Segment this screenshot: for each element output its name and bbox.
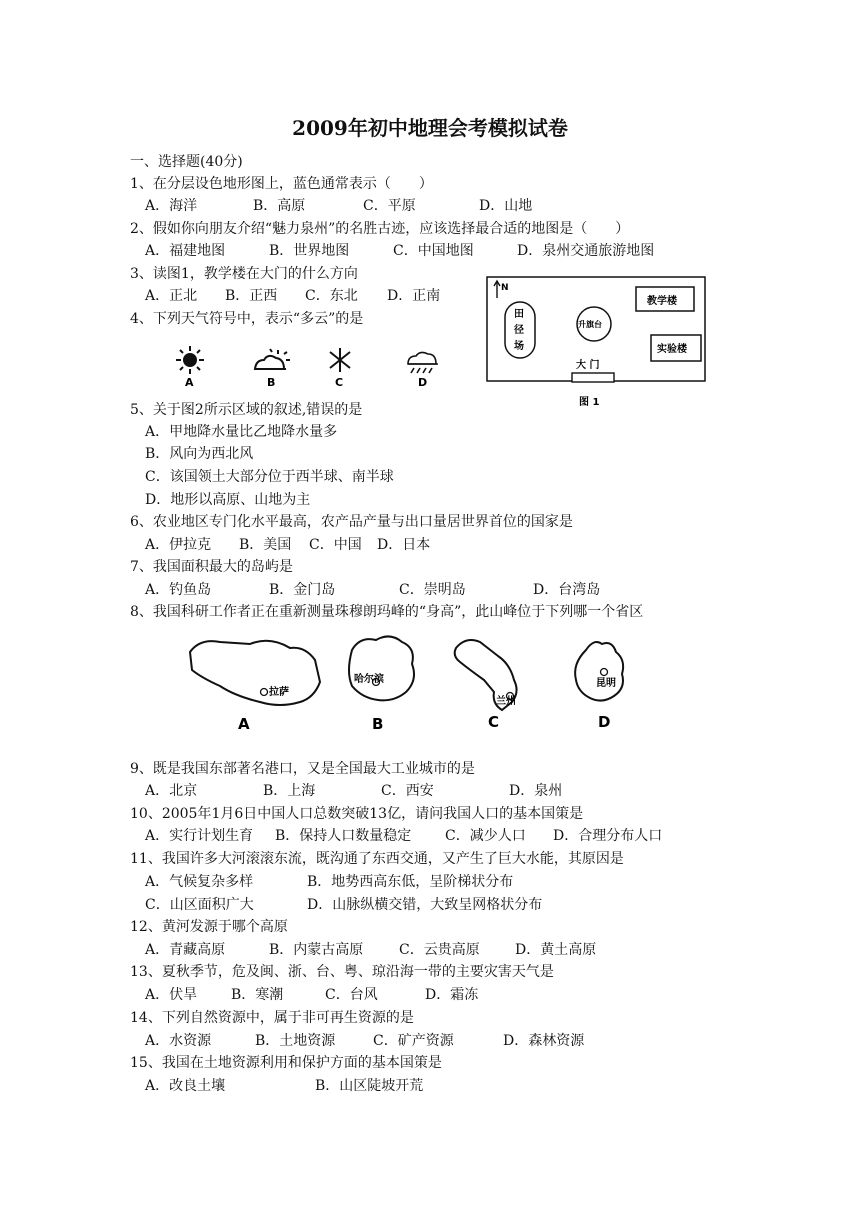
question-14-options — [145, 1031, 665, 1051]
question-2-options — [145, 241, 745, 261]
question-1-options — [145, 196, 745, 216]
partly-cloudy-icon — [255, 349, 290, 369]
question-7-options — [145, 580, 665, 600]
symbol-label: A — [185, 376, 194, 389]
option: D．霜冻 — [425, 987, 479, 1003]
question-11-option-d: D．山脉纵横交错，大致呈网格状分布 — [307, 897, 543, 913]
option: B．美国 — [239, 537, 292, 553]
map-label: C — [488, 713, 500, 731]
map-label: D — [598, 713, 611, 731]
option: A．伊拉克 — [145, 537, 212, 553]
symbol-label: B — [267, 376, 276, 389]
gate — [572, 373, 614, 382]
question-13-stem: 13、夏秋季节，危及闽、浙、台、粤、琼沿海一带的主要灾害天气是 — [130, 964, 554, 980]
page-title: 2009年初中地理会考模拟试卷 — [292, 116, 568, 140]
weather-symbols-figure — [160, 342, 460, 392]
sun-icon — [176, 346, 204, 374]
question-11-stem: 11、我国许多大河滚滚东流，既沟通了东西交通，又产生了巨大水能，其原因是 — [130, 851, 624, 867]
option: C．云贵高原 — [399, 942, 480, 958]
question-1-stem: 1、在分层设色地形图上，蓝色通常表示（ ） — [130, 176, 433, 192]
option: B．上海 — [263, 783, 316, 799]
question-8-stem: 8、我国科研工作者正在重新测量珠穆朗玛峰的“身高”，此山峰位于下列哪一个省区 — [130, 604, 644, 620]
tibet-map — [190, 641, 320, 705]
question-12-stem: 12、黄河发源于哪个高原 — [130, 919, 288, 935]
option: C．中国地图 — [393, 243, 474, 259]
option: C．减少人口 — [445, 828, 526, 844]
question-10-options — [145, 826, 705, 846]
option: A．改良土壤 — [145, 1078, 226, 1094]
question-9-stem: 9、既是我国东部著名港口，又是全国最大工业城市的是 — [130, 761, 475, 777]
snowflake-icon — [330, 348, 350, 372]
question-11-option-a: A．气候复杂多样 — [145, 874, 254, 890]
option: A．海洋 — [145, 198, 198, 214]
question-3-options — [145, 286, 465, 306]
option: A．伏旱 — [145, 987, 198, 1003]
question-5-option-a: A．甲地降水量比乙地降水量多 — [145, 424, 338, 440]
option: A．水资源 — [145, 1033, 212, 1049]
rain-cloud-icon — [408, 352, 438, 373]
option: B．正西 — [225, 288, 278, 304]
question-6-options — [145, 535, 465, 555]
option: A．正北 — [145, 288, 198, 304]
question-15-options — [145, 1076, 545, 1096]
heilongjiang-map — [349, 636, 414, 700]
option: A．福建地图 — [145, 243, 226, 259]
option: B．山区陡坡开荒 — [315, 1078, 424, 1094]
question-10-stem: 10、2005年1月6日中国人口总数突破13亿，请问我国人口的基本国策是 — [130, 806, 584, 822]
track-label: 场 — [514, 341, 524, 352]
option: D．台湾岛 — [533, 582, 601, 598]
option: C．中国 — [309, 537, 362, 553]
question-7-stem: 7、我国面积最大的岛屿是 — [130, 559, 293, 575]
question-11-option-b: B．地势西高东低，呈阶梯状分布 — [307, 874, 514, 890]
option: A．钓鱼岛 — [145, 582, 212, 598]
question-4-stem: 4、下列天气符号中，表示“多云”的是 — [130, 311, 364, 327]
section-heading: 一、选择题(40分) — [130, 154, 243, 170]
figure-caption: 图 1 — [579, 397, 600, 408]
option: D．黄土高原 — [515, 942, 597, 958]
question-5-option-b: B．风向为西北风 — [145, 446, 254, 462]
question-12-options — [145, 940, 665, 960]
option: C．崇明岛 — [399, 582, 466, 598]
option: C．矿产资源 — [373, 1033, 454, 1049]
option: D．正南 — [387, 288, 441, 304]
option: C．台风 — [325, 987, 378, 1003]
question-11-option-c: C．山区面积广大 — [145, 897, 254, 913]
option: C．西安 — [381, 783, 434, 799]
symbol-label: C — [335, 376, 344, 389]
option: B．土地资源 — [255, 1033, 336, 1049]
option: B．寒潮 — [231, 987, 284, 1003]
symbol-label: D — [418, 376, 428, 389]
question-15-stem: 15、我国在土地资源利用和保护方面的基本国策是 — [130, 1055, 442, 1071]
yunnan-map — [575, 642, 623, 701]
option: C．平原 — [363, 198, 416, 214]
option: D．山地 — [479, 198, 533, 214]
question-2-stem: 2、假如你向朋友介绍“魅力泉州”的名胜古迹，应该选择最合适的地图是（ ） — [130, 221, 630, 237]
city-label: 兰州 — [496, 696, 516, 707]
province-maps-figure — [180, 630, 650, 735]
question-5-option-d: D．地形以高原、山地为主 — [145, 492, 311, 508]
north-label: N — [501, 283, 509, 293]
city-label: 昆明 — [596, 678, 616, 689]
map-label: A — [238, 715, 250, 733]
flagpole-label: 升旗台 — [578, 320, 602, 329]
option: D．泉州 — [509, 783, 563, 799]
track-label: 径 — [514, 325, 524, 336]
figure-1-school-map — [484, 272, 714, 412]
question-5-stem: 5、关于图2所示区域的叙述,错误的是 — [130, 402, 363, 418]
option: A．北京 — [145, 783, 198, 799]
question-9-options — [145, 781, 665, 801]
option: C．东北 — [305, 288, 358, 304]
option: A．青藏高原 — [145, 942, 226, 958]
question-6-stem: 6、农业地区专门化水平最高，农产品产量与出口量居世界首位的国家是 — [130, 514, 573, 530]
lab-building-label: 实验楼 — [657, 344, 687, 355]
option: D．泉州交通旅游地图 — [517, 243, 655, 259]
teaching-building-label: 教学楼 — [647, 296, 677, 307]
option: B．高原 — [253, 198, 306, 214]
question-14-stem: 14、下列自然资源中，属于非可再生资源的是 — [130, 1010, 414, 1026]
map-label: B — [372, 715, 384, 733]
option: D．合理分布人口 — [553, 828, 663, 844]
option: B．金门岛 — [269, 582, 336, 598]
option: A．实行计划生育 — [145, 828, 254, 844]
option: D．森林资源 — [503, 1033, 585, 1049]
question-3-stem: 3、读图1，教学楼在大门的什么方向 — [130, 266, 358, 282]
question-5-option-c: C．该国领土大部分位于西半球、南半球 — [145, 469, 394, 485]
option: B．内蒙古高原 — [269, 942, 364, 958]
gate-label: 大 门 — [576, 360, 600, 371]
track-label: 田 — [514, 309, 524, 320]
city-label: 哈尔滨 — [354, 674, 384, 685]
option: D．日本 — [377, 537, 431, 553]
question-13-options — [145, 985, 545, 1005]
option: B．保持人口数量稳定 — [275, 828, 412, 844]
option: B．世界地图 — [269, 243, 350, 259]
city-label: 拉萨 — [269, 687, 289, 698]
